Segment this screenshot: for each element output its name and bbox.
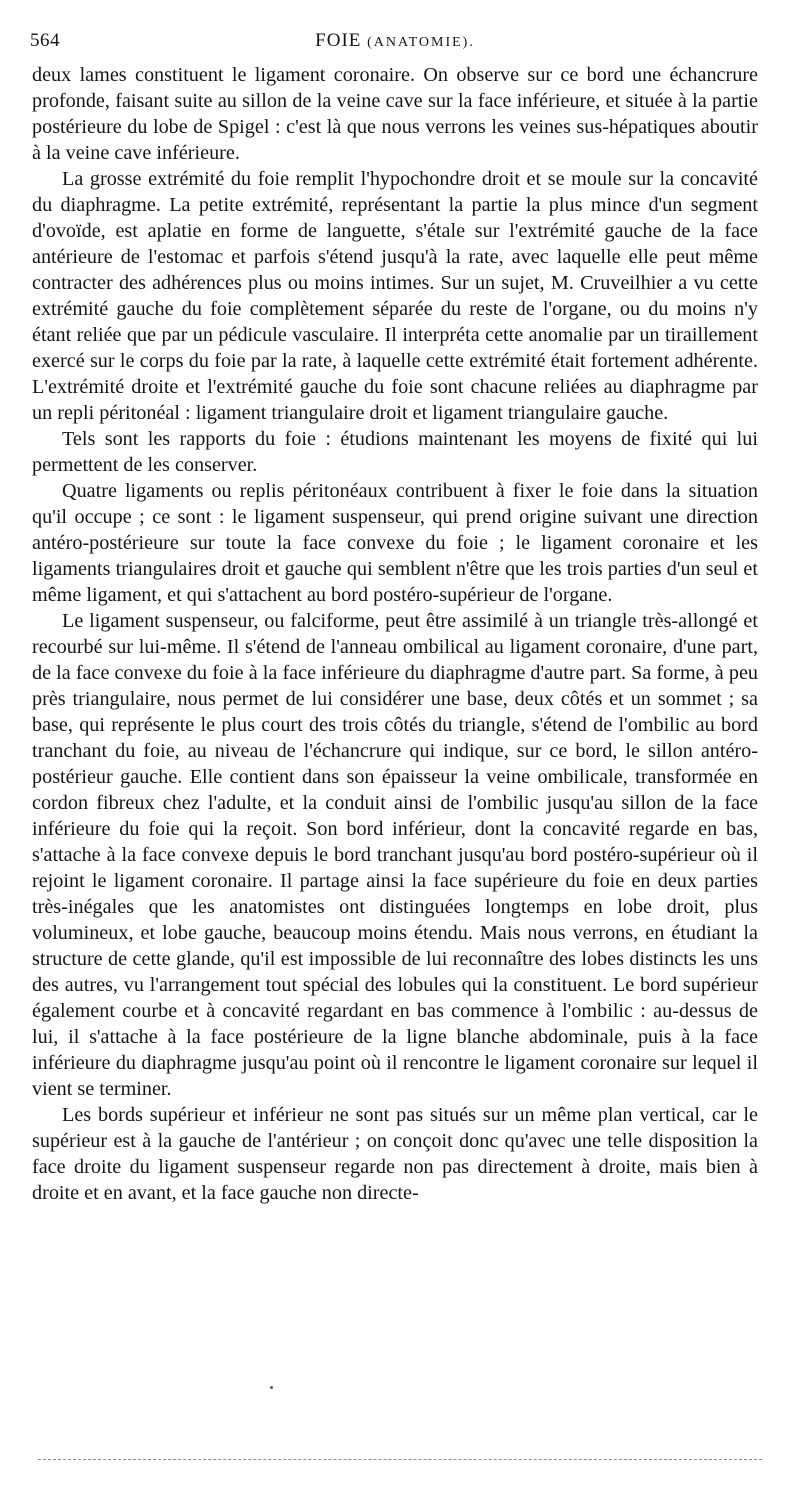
running-head xyxy=(30,30,760,52)
paragraph-3: Tels sont les rapports du foie : étudions maintenant les moyens de fixité qui lui permettent de les conserver. xyxy=(32,428,758,476)
running-title: FOIE xyxy=(315,30,362,51)
body-text xyxy=(32,62,758,1206)
ink-speck xyxy=(270,1386,273,1389)
paragraph-1: deux lames constituent le ligament coronaire. On observe sur ce bord une échancrure profonde, faisant suite au sillon de la veine cave sur la face inférieure, et située à la partie postérieure du lobe de Spigel : c'est là que nous verrons les veines sus-hépatiques aboutir à la veine cave inférieure. xyxy=(32,64,758,164)
footer-rule xyxy=(38,1459,762,1460)
paragraph-5: Le ligament suspenseur, ou falciforme, peut être assimilé à un triangle très-allongé et recourbé sur lui-même. Il s'étend de l'anneau ombilical au ligament coronaire, d'une part, de la face convexe du foie à la face inférieure du diaphragme d'autre part. Sa forme, à peu près triangulaire, nous permet de lui considérer une base, deux côtés et un sommet ; sa base, qui représente le plus court des trois côtés du triangle, s'étend de l'ombilic au bord tranchant du foie, au niveau de l'échancrure qui indique, sur ce bord, le sillon antéro-postérieur gauche. Elle contient dans son épaisseur la veine ombilicale, transformée en cordon fibreux chez l'adulte, et la conduit ainsi de l'ombilic jusqu'au sillon de la face inférieure du foie qui la reçoit. Son bord inférieur, dont la concavité regarde en bas, s'attache à la face convexe depuis le bord tranchant jusqu'au bord postéro-supérieur où il rejoint le ligament coronaire. Il partage ainsi la face supérieure du foie en deux parties très-inégales que les anatomistes ont distinguées longtemps en lobe droit, plus volumineux, et lobe gauche, beaucoup moins étendu. Mais nous verrons, en étudiant la structure de cette glande, qu'il est impossible de lui reconnaître des lobes distincts les uns des autres, vu l'arrangement tout spécial des lobules qui la constituent. Le bord supérieur également courbe et à concavité regardant en bas commence à l'ombilic : au-dessus de lui, il s'attache à la face postérieure de la ligne blanche abdominale, puis à la face inférieure du diaphragme jusqu'au point où il rencontre le ligament coronaire sur lequel il vient se terminer. xyxy=(32,610,758,1100)
paragraph-2: La grosse extrémité du foie remplit l'hypochondre droit et se moule sur la concavité du diaphragme. La petite extrémité, représentant la partie la plus mince d'un segment d'ovoïde, est aplatie en forme de languette, s'étale sur l'extrémité gauche de la face antérieure de l'estomac et parfois s'étend jusqu'à la rate, avec laquelle elle peut même contracter des adhérences plus ou moins intimes. Sur un sujet, M. Cruveilhier a vu cette extrémité gauche du foie complètement séparée du reste de l'organe, ou du moins n'y étant reliée que par un pédicule vasculaire. Il interpréta cette anomalie par un tiraillement exercé sur le corps du foie par la rate, à laquelle cette extrémité était fortement adhérente. L'extrémité droite et l'extrémité gauche du foie sont chacune reliées au diaphragme par un repli péritonéal : ligament triangulaire droit et ligament triangulaire gauche. xyxy=(32,168,758,424)
page-number: 564 xyxy=(30,30,60,51)
page-header xyxy=(30,30,760,54)
paragraph-6: Les bords supérieur et inférieur ne sont pas situés sur un même plan vertical, car le supérieur est à la gauche de l'antérieur ; on conçoit donc qu'avec une telle disposition la face droite du ligament suspenseur regarde non pas directement à droite, mais bien à droite et en avant, et la face gauche non directe- xyxy=(32,1104,758,1204)
running-subtitle: (ANATOMIE). xyxy=(367,35,475,50)
paragraph-4: Quatre ligaments ou replis péritonéaux contribuent à fixer le foie dans la situation qu'il occupe ; ce sont : le ligament suspenseur, qui prend origine suivant une direction antéro-postérieure sur toute la face convexe du foie ; le ligament coronaire et les ligaments triangulaires droit et gauche qui semblent n'être que les trois parties d'un seul et même ligament, et qui s'attachent au bord postéro-supérieur de l'organe. xyxy=(32,480,758,606)
